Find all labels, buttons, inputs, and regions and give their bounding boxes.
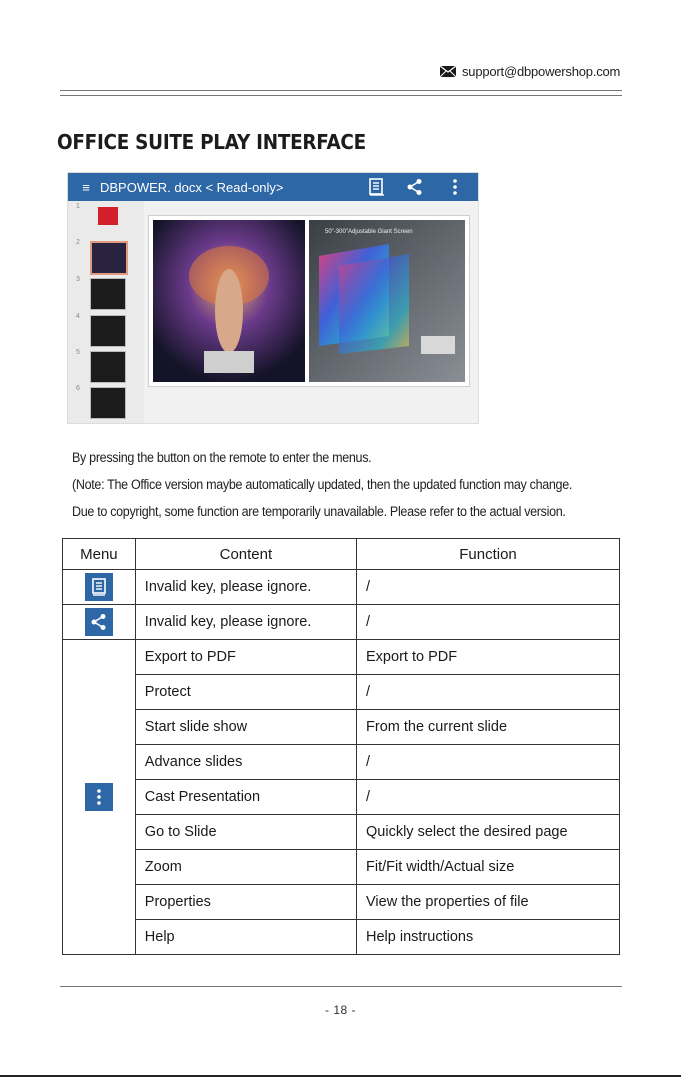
- document-list-icon: [368, 178, 386, 196]
- slide-thumbnail: [90, 241, 128, 275]
- header-rule: [60, 90, 622, 91]
- thumb-number: 3: [76, 276, 80, 283]
- content-cell: Advance slides: [135, 745, 356, 780]
- footer-rule: [60, 986, 622, 987]
- more-vertical-icon: [446, 178, 464, 196]
- content-cell: Go to Slide: [135, 815, 356, 850]
- slide-thumbnail: [98, 207, 118, 225]
- function-cell: From the current slide: [357, 710, 620, 745]
- table-row: [63, 710, 620, 745]
- share-icon: [406, 178, 424, 196]
- thumb-number: 5: [76, 349, 80, 356]
- header-menu: Menu: [63, 539, 136, 570]
- menu-icon-cell: [63, 640, 136, 955]
- content-cell: Cast Presentation: [135, 780, 356, 815]
- table-row: [63, 640, 620, 675]
- header-function: Function: [357, 539, 620, 570]
- intro-paragraph: By pressing the button on the remote to enter the menus.: [72, 450, 372, 465]
- share-icon: [85, 608, 113, 636]
- table-row: [63, 605, 620, 640]
- content-cell: Export to PDF: [135, 640, 356, 675]
- support-email-text: support@dbpowershop.com: [462, 64, 621, 79]
- support-email: [440, 64, 620, 79]
- function-cell: Fit/Fit width/Actual size: [357, 850, 620, 885]
- function-cell: Quickly select the desired page: [357, 815, 620, 850]
- table-row: [63, 850, 620, 885]
- thumb-number: 4: [76, 313, 80, 320]
- thumb-number: 1: [76, 203, 80, 210]
- function-cell: Help instructions: [357, 920, 620, 955]
- content-cell: Start slide show: [135, 710, 356, 745]
- table-row: [63, 815, 620, 850]
- table-row: [63, 675, 620, 710]
- slide-caption: 50"-300"Adjustable Giant Screen: [325, 229, 413, 235]
- slide-thumbnail: [90, 387, 126, 419]
- content-cell: Protect: [135, 675, 356, 710]
- function-cell: /: [357, 780, 620, 815]
- slide-preview: [148, 215, 470, 387]
- function-cell: /: [357, 570, 620, 605]
- menu-function-table: [62, 538, 620, 955]
- hamburger-menu-icon: ≡: [82, 179, 90, 195]
- content-cell: Invalid key, please ignore.: [135, 605, 356, 640]
- document-title: DBPOWER. docx < Read-only>: [100, 179, 284, 195]
- office-suite-screenshot: [67, 172, 479, 424]
- menu-icon-cell: [63, 570, 136, 605]
- function-cell: /: [357, 675, 620, 710]
- content-cell: Properties: [135, 885, 356, 920]
- more-vertical-icon: [85, 783, 113, 811]
- slide-artwork: [149, 216, 469, 386]
- note-paragraph: (Note: The Office version maybe automatically updated, then the updated function may change.: [72, 477, 573, 492]
- table-header-row: [63, 539, 620, 570]
- document-list-icon: [85, 573, 113, 601]
- app-toolbar: [68, 173, 478, 201]
- table-row: [63, 920, 620, 955]
- envelope-icon: [440, 66, 456, 77]
- content-cell: Help: [135, 920, 356, 955]
- content-cell: Invalid key, please ignore.: [135, 570, 356, 605]
- header-content: Content: [135, 539, 356, 570]
- function-cell: /: [357, 605, 620, 640]
- function-cell: Export to PDF: [357, 640, 620, 675]
- table-row: [63, 780, 620, 815]
- thumb-number: 6: [76, 385, 80, 392]
- page-bottom-edge: [0, 1075, 681, 1077]
- table-row: [63, 570, 620, 605]
- page-title: OFFICE SUITE PLAY INTERFACE: [57, 130, 366, 154]
- function-cell: /: [357, 745, 620, 780]
- function-cell: View the properties of file: [357, 885, 620, 920]
- slide-thumbnail-panel: [68, 201, 144, 423]
- table-row: [63, 745, 620, 780]
- header-rule-2: [60, 95, 622, 96]
- menu-icon-cell: [63, 605, 136, 640]
- table-row: [63, 885, 620, 920]
- slide-thumbnail: [90, 278, 126, 310]
- slide-thumbnail: [90, 351, 126, 383]
- content-cell: Zoom: [135, 850, 356, 885]
- page-number: - 18 -: [324, 1003, 356, 1017]
- thumb-number: 2: [76, 239, 80, 246]
- slide-thumbnail: [90, 315, 126, 347]
- copyright-paragraph: Due to copyright, some function are temporarily unavailable. Please refer to the actual version.: [72, 504, 566, 519]
